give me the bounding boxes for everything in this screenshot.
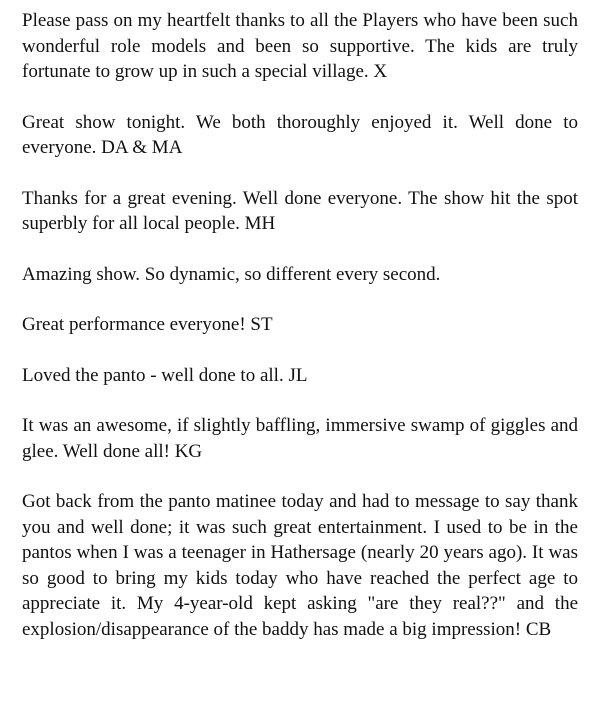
message-jl: Loved the panto - well done to all. JL xyxy=(22,364,308,386)
message-amazing-show: Amazing show. So dynamic, so different every second. xyxy=(22,263,441,285)
message-da-ma: Great show tonight. We both thoroughly enjoyed it. Well done to everyone. DA & MA xyxy=(22,111,578,158)
message-cb: Got back from the panto matinee today and had to message to say thank you and well done; it was such great entertainment. I used to be in the pantos when I was a teenager in Hathersage (nearly 20 years ago). It was so good to bring my kids today who have reached the perfect age to appreciate it. My 4-year-old kept asking "are they real??" and the explosion/disappearance of the baddy has made a big impression! CB xyxy=(22,491,578,640)
message-thanks-players: Please pass on my heartfelt thanks to all the Players who have been such wonderful role models and been so supportive. The kids are truly fortunate to grow up in such a special village. X xyxy=(22,10,578,82)
message-mh: Thanks for a great evening. Well done everyone. The show hit the spot superbly for all local people. MH xyxy=(22,187,578,234)
message-st: Great performance everyone! ST xyxy=(22,314,273,335)
messages-document xyxy=(22,8,578,667)
message-kg: It was an awesome, if slightly baffling, immersive swamp of giggles and glee. Well done all! KG xyxy=(22,415,578,462)
